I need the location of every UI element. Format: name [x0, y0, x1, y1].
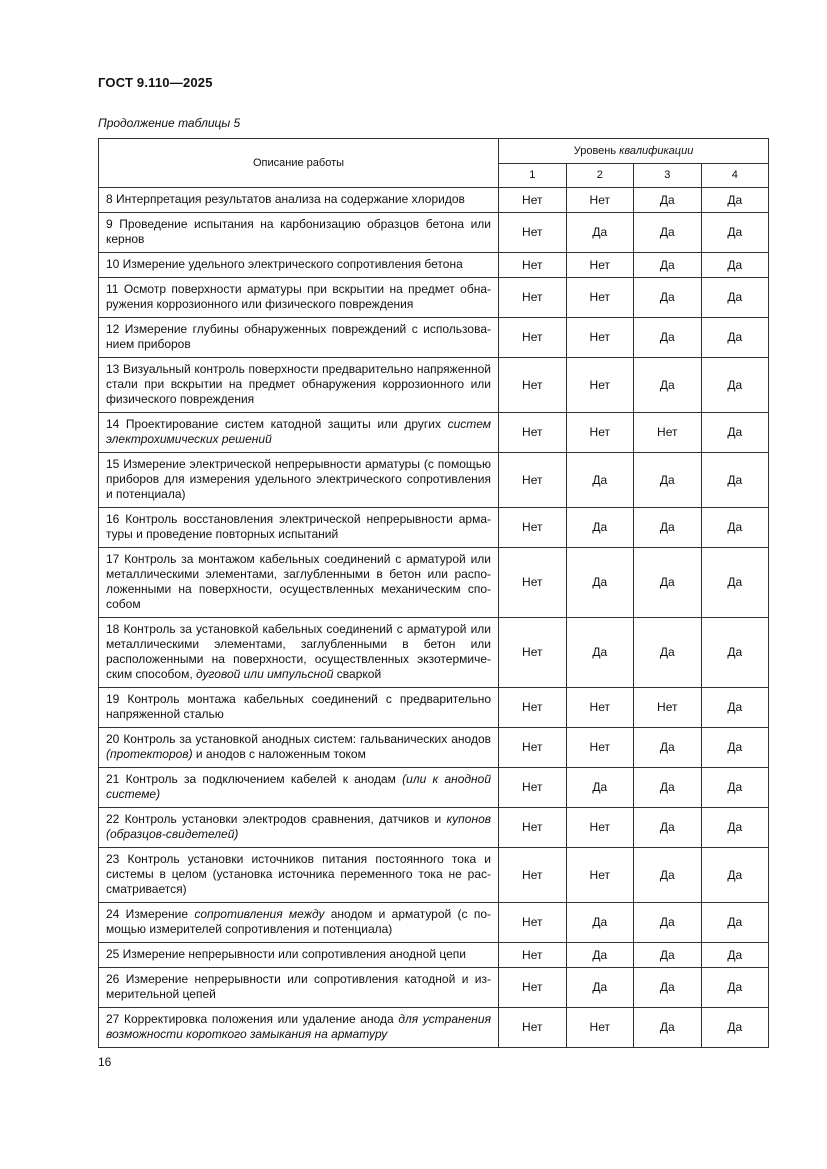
description-text: 15 Измерение электрической непрерывности арматуры (с помощью приборов для измерения удельного электрического сопротивления и потенциала): [106, 457, 491, 501]
level-3-value: Да: [634, 1008, 702, 1048]
description-italic-text: дуговой или импульсной: [195, 667, 334, 681]
table-row: [99, 318, 769, 358]
level-2-value: Нет: [566, 848, 634, 903]
document-header: ГОСТ 9.110—2025: [98, 75, 213, 90]
level-4-value: Да: [701, 413, 769, 453]
description-text: анодом и арматурой (с помощью измерителей сопротивления и потенциала): [106, 907, 491, 936]
level-4-value: Да: [701, 943, 769, 968]
work-description: [99, 1008, 499, 1048]
table-row: [99, 188, 769, 213]
level-4-value: Да: [701, 618, 769, 688]
level-2-value: Нет: [566, 253, 634, 278]
level-3-value: Да: [634, 358, 702, 413]
level-3-value: Да: [634, 943, 702, 968]
level-4-value: Да: [701, 188, 769, 213]
level-1-value: Нет: [499, 413, 567, 453]
description-italic-text: (протекторов): [106, 747, 193, 761]
level-2-header: 2: [566, 164, 634, 188]
qualification-table: [98, 138, 769, 1048]
table-row: [99, 768, 769, 808]
level-1-value: Нет: [499, 548, 567, 618]
description-text: 26 Измерение непрерывности или сопротивления катодной и измерительной цепей: [106, 972, 491, 1001]
level-1-value: Нет: [499, 318, 567, 358]
table-row: [99, 213, 769, 253]
table-row: [99, 688, 769, 728]
level-3-value: Да: [634, 318, 702, 358]
level-2-value: Да: [566, 508, 634, 548]
level-2-value: Да: [566, 618, 634, 688]
description-text: 14 Проектирование систем катодной защиты или других: [106, 417, 448, 431]
level-4-value: Да: [701, 728, 769, 768]
level-2-value: Нет: [566, 318, 634, 358]
level-1-value: Нет: [499, 808, 567, 848]
level-2-value: Да: [566, 453, 634, 508]
level-1-value: Нет: [499, 508, 567, 548]
description-text: 18 Контроль за установкой кабельных соединений с арматурой или металлическими элементами, заглубленными в бетон или расположенными на поверхности, осуществленных экзотермическим способом,: [106, 622, 491, 681]
level-1-value: Нет: [499, 848, 567, 903]
work-description: [99, 318, 499, 358]
level-4-value: Да: [701, 253, 769, 278]
level-3-value: Да: [634, 618, 702, 688]
table-caption: Продолжение таблицы 5: [98, 116, 241, 130]
page-number: 16: [98, 1055, 112, 1069]
description-text: 13 Визуальный контроль поверхности предварительно напряженной стали при вскрытии на предмет обнаружения коррозионного или физического повреждения: [106, 362, 491, 406]
description-text: 20 Контроль за установкой анодных систем: гальванических анодов: [106, 732, 491, 746]
work-description: [99, 453, 499, 508]
level-2-value: Нет: [566, 278, 634, 318]
level-3-value: Да: [634, 808, 702, 848]
description-text: 19 Контроль монтажа кабельных соединений с предварительно напряженной сталью: [106, 692, 491, 721]
description-italic-text: систем электрохимических решений: [106, 417, 491, 446]
level-1-header: 1: [499, 164, 567, 188]
work-description: [99, 688, 499, 728]
table-row: [99, 848, 769, 903]
level-3-value: Да: [634, 728, 702, 768]
level-4-value: Да: [701, 278, 769, 318]
description-text: 27 Корректировка положения или удаление анода: [106, 1012, 399, 1026]
description-italic-text: (или к анодной системе): [106, 772, 491, 801]
level-3-value: Нет: [634, 413, 702, 453]
level-1-value: Нет: [499, 358, 567, 413]
work-description: [99, 618, 499, 688]
level-4-value: Да: [701, 1008, 769, 1048]
level-4-value: Да: [701, 548, 769, 618]
table-row: [99, 1008, 769, 1048]
work-description: [99, 968, 499, 1008]
level-2-value: Нет: [566, 1008, 634, 1048]
level-4-value: Да: [701, 318, 769, 358]
table-row: [99, 453, 769, 508]
level-2-value: Да: [566, 968, 634, 1008]
level-4-header: 4: [701, 164, 769, 188]
description-text: 16 Контроль восстановления электрической непрерывности арматуры и проведение повторных испытаний: [106, 512, 491, 541]
level-2-value: Нет: [566, 188, 634, 213]
level-1-value: Нет: [499, 213, 567, 253]
work-description: [99, 548, 499, 618]
table-row: [99, 728, 769, 768]
level-2-value: Нет: [566, 808, 634, 848]
level-4-value: Да: [701, 808, 769, 848]
work-description: [99, 413, 499, 453]
work-description: [99, 253, 499, 278]
description-text: 8 Интерпретация результатов анализа на содержание хлоридов: [106, 192, 465, 206]
level-4-value: Да: [701, 508, 769, 548]
work-description: [99, 728, 499, 768]
level-3-header: 3: [634, 164, 702, 188]
level-2-value: Нет: [566, 413, 634, 453]
description-text: 9 Проведение испытания на карбонизацию образцов бетона или кернов: [106, 217, 491, 246]
work-description: [99, 943, 499, 968]
level-1-value: Нет: [499, 943, 567, 968]
description-text: 21 Контроль за подключением кабелей к анодам: [106, 772, 403, 786]
level-4-value: Да: [701, 453, 769, 508]
work-description: [99, 768, 499, 808]
level-1-value: Нет: [499, 728, 567, 768]
level-3-value: Да: [634, 278, 702, 318]
table-row: [99, 903, 769, 943]
level-1-value: Нет: [499, 453, 567, 508]
level-3-value: Да: [634, 903, 702, 943]
level-2-value: Нет: [566, 358, 634, 413]
level-2-value: Нет: [566, 728, 634, 768]
level-4-value: Да: [701, 213, 769, 253]
description-text: 17 Контроль за монтажом кабельных соединений с арматурой или металлическими элементами, заглубленными в бетон или расположенными на поверхности, осуществленных механическим способом: [106, 552, 491, 611]
level-4-value: Да: [701, 968, 769, 1008]
level-4-value: Да: [701, 848, 769, 903]
level-1-value: Нет: [499, 618, 567, 688]
description-italic-text: сопротивления между: [194, 907, 325, 921]
table-row: [99, 253, 769, 278]
level-4-value: Да: [701, 768, 769, 808]
level-2-value: Да: [566, 548, 634, 618]
level-1-value: Нет: [499, 188, 567, 213]
level-2-value: Да: [566, 213, 634, 253]
description-text: 23 Контроль установки источников питания постоянного тока и системы в целом (установка источника переменного тока не рассматривается): [106, 852, 491, 896]
level-3-value: Да: [634, 768, 702, 808]
work-description: [99, 358, 499, 413]
table-row: [99, 943, 769, 968]
level-3-value: Нет: [634, 688, 702, 728]
description-italic-text: купонов (образцов-свидетелей): [106, 812, 491, 841]
table-row: [99, 278, 769, 318]
description-text: 24 Измерение: [106, 907, 195, 921]
qualification-level-header: Уровень квалификации: [499, 139, 769, 164]
table-row: [99, 413, 769, 453]
description-column-header: Описание работы: [99, 139, 499, 188]
table-row: [99, 548, 769, 618]
level-4-value: Да: [701, 358, 769, 413]
level-3-value: Да: [634, 548, 702, 618]
level-2-value: Нет: [566, 688, 634, 728]
level-1-value: Нет: [499, 688, 567, 728]
level-3-value: Да: [634, 848, 702, 903]
description-text: 25 Измерение непрерывности или сопротивления анодной цепи: [106, 947, 467, 961]
work-description: [99, 278, 499, 318]
work-description: [99, 188, 499, 213]
table-row: [99, 968, 769, 1008]
level-2-value: Да: [566, 943, 634, 968]
description-text: 10 Измерение удельного электрического сопротивления бетона: [106, 257, 463, 271]
level-1-value: Нет: [499, 1008, 567, 1048]
description-italic-text: для устранения возможности короткого замыкания на арматуру: [106, 1012, 491, 1041]
level-3-value: Да: [634, 453, 702, 508]
table-row: [99, 618, 769, 688]
level-2-value: Да: [566, 903, 634, 943]
level-3-value: Да: [634, 253, 702, 278]
level-3-value: Да: [634, 188, 702, 213]
level-3-value: Да: [634, 968, 702, 1008]
description-text: 12 Измерение глубины обнаруженных повреждений с использованием приборов: [106, 322, 491, 351]
table-row: [99, 358, 769, 413]
work-description: [99, 213, 499, 253]
description-text: 11 Осмотр поверхности арматуры при вскрытии на предмет обнаружения коррозионного или физического повреждения: [106, 282, 491, 311]
description-text: и анодов с наложенным током: [192, 747, 366, 761]
level-3-value: Да: [634, 508, 702, 548]
table-row: [99, 808, 769, 848]
level-1-value: Нет: [499, 253, 567, 278]
work-description: [99, 848, 499, 903]
level-3-value: Да: [634, 213, 702, 253]
level-1-value: Нет: [499, 278, 567, 318]
level-4-value: Да: [701, 688, 769, 728]
work-description: [99, 903, 499, 943]
work-description: [99, 808, 499, 848]
description-text: 22 Контроль установки электродов сравнения, датчиков и: [106, 812, 447, 826]
level-4-value: Да: [701, 903, 769, 943]
level-1-value: Нет: [499, 768, 567, 808]
work-description: [99, 508, 499, 548]
level-1-value: Нет: [499, 968, 567, 1008]
level-1-value: Нет: [499, 903, 567, 943]
table-row: [99, 508, 769, 548]
description-text: сваркой: [333, 667, 382, 681]
level-2-value: Да: [566, 768, 634, 808]
